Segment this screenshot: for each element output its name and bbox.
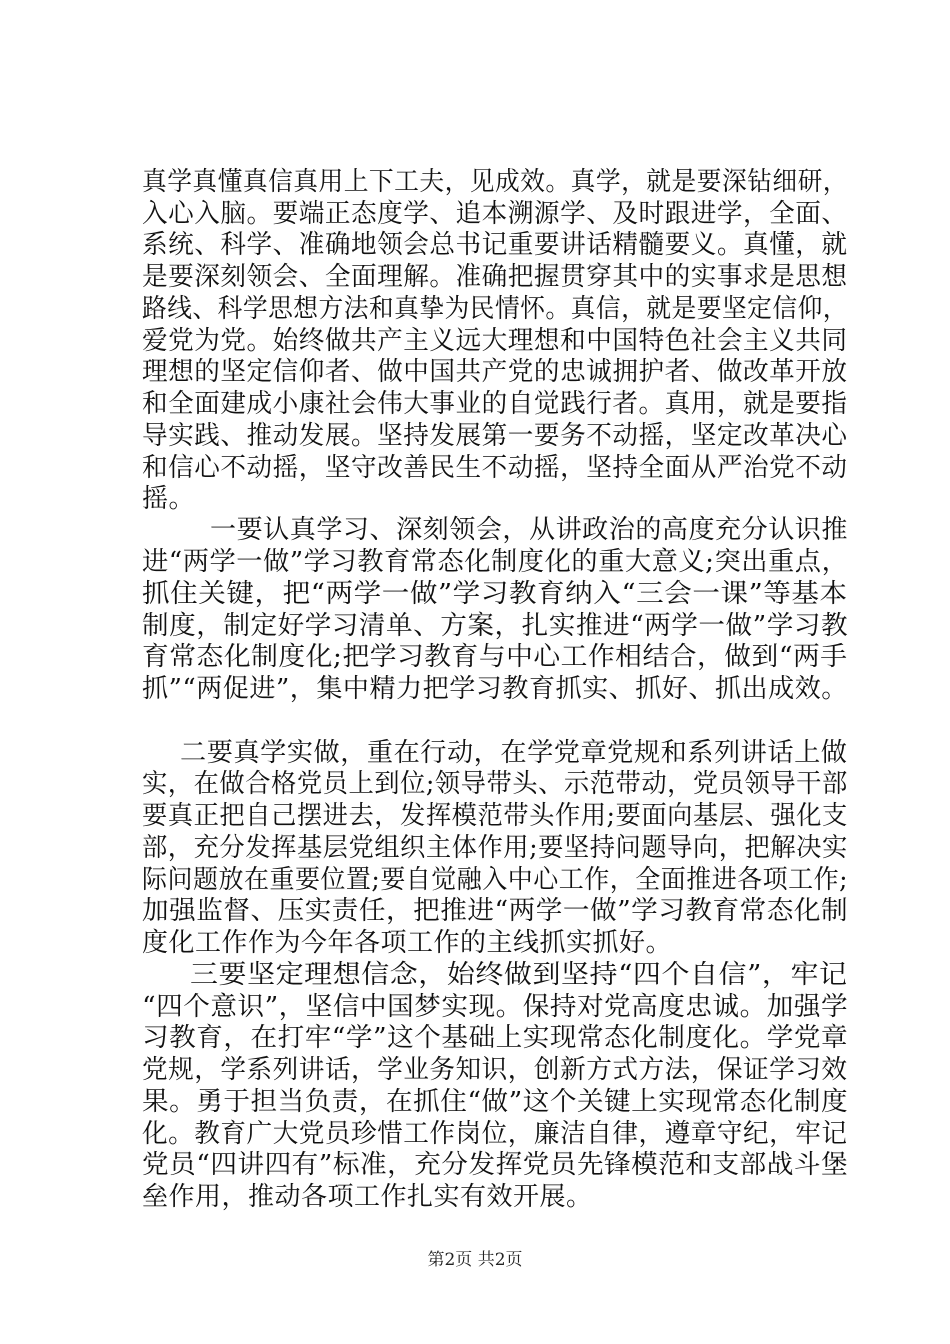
text-line: 习教育，在打牢“学”这个基础上实现常态化制度化。学党章 <box>142 1023 849 1053</box>
text-line: 进“两学一做”学习教育常态化制度化的重大意义;突出重点， <box>142 547 849 577</box>
text-line: 三要坚定理想信念，始终做到坚持“四个自信”，牢记 <box>190 960 848 990</box>
text-line: 实，在做合格党员上到位;领导带头、示范带动，党员领导干部 <box>142 769 848 799</box>
text-line: 真学真懂真信真用上下工夫，见成效。真学，就是要深钻细研， <box>142 167 849 197</box>
page-number-footer: 第2页 共2页 <box>427 1250 523 1270</box>
text-line: 一要认真学习、深刻领会，从讲政治的高度充分认识推 <box>210 515 848 545</box>
text-line: 化。教育广大党员珍惜工作岗位，廉洁自律，遵章守纪，牢记 <box>142 1119 848 1149</box>
text-line: 和全面建成小康社会伟大事业的自觉践行者。真用，就是要指 <box>142 389 848 419</box>
text-line: 党规，学系列讲话，学业务知识，创新方式方法，保证学习效 <box>142 1055 848 1085</box>
text-line: 党员“四讲四有”标准，充分发挥党员先锋模范和支部战斗堡 <box>142 1150 849 1180</box>
text-line: 育常态化制度化;把学习教育与中心工作相结合，做到“两手 <box>142 642 848 672</box>
text-line: 入心入脑。要端正态度学、追本溯源学、及时跟进学，全面、 <box>142 199 848 229</box>
text-line: 要真正把自己摆进去，发挥模范带头作用;要面向基层、强化支 <box>142 801 848 831</box>
text-line: 垒作用，推动各项工作扎实有效开展。 <box>142 1182 593 1212</box>
text-line: 度化工作作为今年各项工作的主线抓实抓好。 <box>142 928 673 958</box>
text-line: 路线、科学思想方法和真挚为民情怀。真信，就是要坚定信仰， <box>142 294 849 324</box>
text-line: 制度，制定好学习清单、方案，扎实推进“两学一做”学习教 <box>142 611 849 641</box>
text-line: 导实践、推动发展。坚持发展第一要务不动摇，坚定改革决心 <box>142 421 848 451</box>
text-line: 加强监督、压实责任，把推进“两学一做”学习教育常态化制 <box>142 896 849 926</box>
text-line: 和信心不动摇，坚守改善民生不动摇，坚持全面从严治党不动 <box>142 453 848 483</box>
text-line: 部，充分发挥基层党组织主体作用;要坚持问题导向，把解决实 <box>142 833 848 863</box>
text-line: 果。勇于担当负责，在抓住“做”这个关键上实现常态化制度 <box>142 1087 849 1117</box>
text-line: 际问题放在重要位置;要自觉融入中心工作，全面推进各项工作; <box>142 865 849 895</box>
text-line: 摇。 <box>142 484 196 514</box>
text-line: 理想的坚定信仰者、做中国共产党的忠诚拥护者、做改革开放 <box>142 357 848 387</box>
text-line: 抓住关键，把“两学一做”学习教育纳入“三会一课”等基本 <box>142 579 848 609</box>
text-line: 抓”“两促进”，集中精力把学习教育抓实、抓好、抓出成效。 <box>142 674 848 704</box>
text-line: “四个意识”，坚信中国梦实现。保持对党高度忠诚。加强学 <box>142 992 849 1022</box>
text-line: 爱党为党。始终做共产主义远大理想和中国特色社会主义共同 <box>142 326 848 356</box>
text-line: 系统、科学、准确地领会总书记重要讲话精髓要义。真懂，就 <box>142 230 848 260</box>
text-line: 二要真学实做，重在行动，在学党章党规和系列讲话上做 <box>180 738 848 768</box>
text-line: 是要深刻领会、全面理解。准确把握贯穿其中的实事求是思想 <box>142 262 848 292</box>
